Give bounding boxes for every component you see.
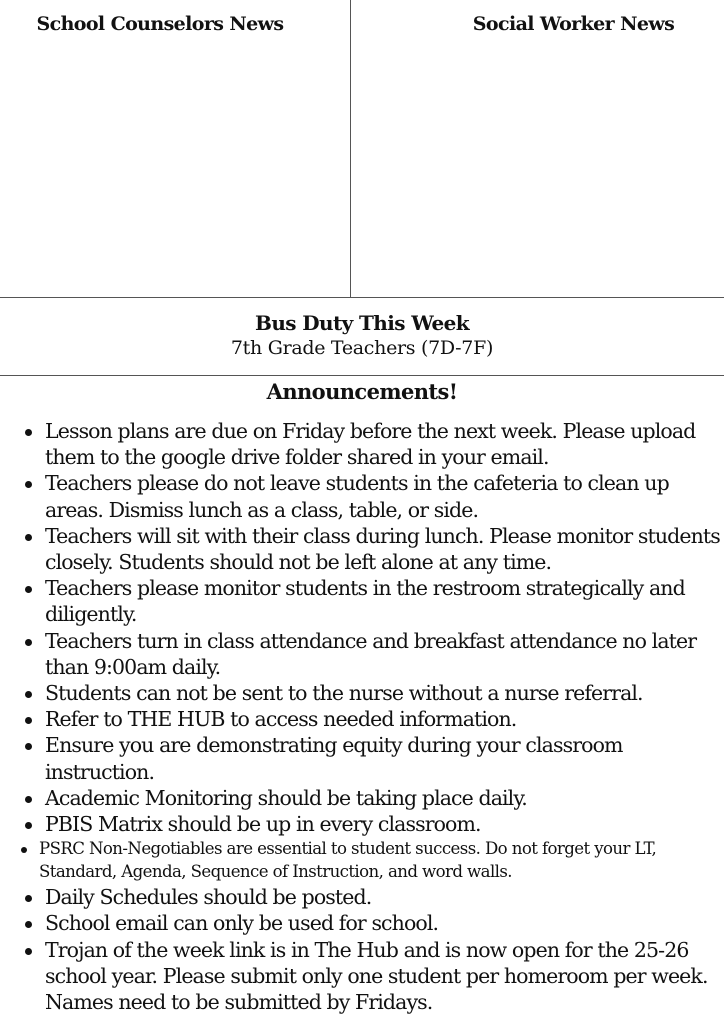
announcement-item: Teachers turn in class attendance and breakfast attendance no later than 9:00am daily. xyxy=(0,628,724,680)
announcement-item: Refer to THE HUB to access needed information. xyxy=(0,706,724,732)
school-counselors-title: School Counselors News xyxy=(36,13,284,35)
social-worker-panel xyxy=(351,0,724,297)
announcements-title: Announcements! xyxy=(266,379,458,404)
school-counselors-panel xyxy=(0,0,351,297)
announcement-item: PBIS Matrix should be up in every classroom. xyxy=(0,811,724,837)
social-worker-title: Social Worker News xyxy=(472,13,675,35)
announcement-item: Teachers please do not leave students in the cafeteria to clean up areas. Dismiss lunch as a class, table, or side. xyxy=(0,470,724,522)
announcement-item: Ensure you are demonstrating equity during your classroom instruction. xyxy=(0,732,724,784)
announcement-item: Teachers please monitor students in the restroom strategically and diligently. xyxy=(0,575,724,627)
bus-duty-section xyxy=(0,298,724,376)
announcement-item: Teachers will sit with their class during lunch. Please monitor students closely. Students should not be left alone at any time. xyxy=(0,523,724,575)
news-panels xyxy=(0,0,724,298)
announcement-item: Daily Schedules should be posted. xyxy=(0,884,724,910)
announcements-section xyxy=(0,376,724,1024)
announcement-item: Trojan of the week link is in The Hub and is now open for the 25-26 school year. Please submit only one student per homeroom per week. Names need to be submitted by Fridays. xyxy=(0,937,724,1016)
bus-duty-body: 7th Grade Teachers (7D-7F) xyxy=(230,337,494,359)
announcement-item: School email can only be used for school. xyxy=(0,910,724,936)
bus-duty-title: Bus Duty This Week xyxy=(255,311,469,335)
announcement-item: Academic Monitoring should be taking place daily. xyxy=(0,785,724,811)
announcements-list xyxy=(0,418,724,1015)
announcement-item: PSRC Non-Negotiables are essential to student success. Do not forget your LT, Standard, Agenda, Sequence of Instruction, and word walls. xyxy=(0,838,724,883)
announcement-item: Lesson plans are due on Friday before the next week. Please upload them to the google drive folder shared in your email. xyxy=(0,418,724,470)
announcement-item: Students can not be sent to the nurse without a nurse referral. xyxy=(0,680,724,706)
